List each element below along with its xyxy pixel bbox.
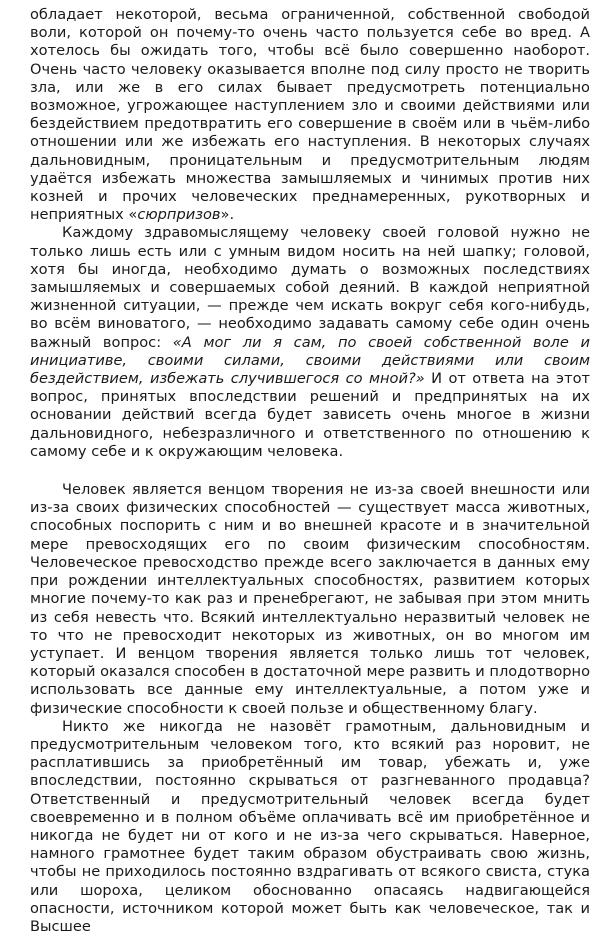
text-run: Никто же никогда не назовёт грамотным, дальновидным и предусмотрительным человеком того, кто всякий раз норовит, не расплатившись за приобретённый им товар, убежать и, уже впоследствии, постоянно скрываться от разгневанного продавца? Ответственный и предусмотрительный человек всегда будет своевременно и в полном объёме оплачивать всё им приобретённое и никогда не будет ни от кого и не из-за чего скрываться. Наверное, намного грамотнее будет таким образом обустраивать свою жизнь, чтобы не приходилось постоянно вздрагивать от всякого свиста, стука или шороха, целиком обоснованно опасаясь надвигающейся опасности, источником которой может быть как человеческое, так и Высшее	[30, 717, 590, 935]
paragraph	[30, 718, 590, 936]
text-run: Каждому здравомыслящему человеку своей головой нужно не только лишь есть или с умным видом носить на ней шапку; головой, хотя бы иногда, необходимо думать о возможных последствиях замышляемых и совершаемых собой деяний. В каждой неприятной жизненной ситуации, — прежде чем искать вокруг себя кого-нибудь, во всём виноватого, — необходимо задавать самому себе один очень важный вопрос:	[30, 224, 590, 351]
text-run-italic: «А мог ли я сам, по своей собственной воле и инициативе, своими силами, своими действиями или своим бездействием, избежать случившегося со мной?»	[30, 333, 590, 388]
text-run-italic: сюрпризов	[137, 206, 221, 224]
paragraph-continued	[30, 6, 590, 224]
text-run: И от ответа на этот вопрос, принятых впоследствии решений и предпринятых на их основании действий всегда будет зависеть очень многое в жизни дальновидного, небезразличного и ответственного по отношению к самому себе и к окружающим человека.	[30, 370, 590, 460]
text-run: ».	[220, 206, 235, 224]
paragraph	[30, 224, 590, 461]
paragraph	[30, 481, 590, 718]
text-run: Человек является венцом творения не из-за своей внешности или из-за своих физических способностей — существует масса животных, способных поспорить с ним и во внешней красоте и в значительной мере превосходящих его по своим физическим способностям. Человеческое превосходство прежде всего заключается в данных ему при рождении интеллектуальных способностях, развитием которых многие почему-то как раз и пренебрегают, не забывая при этом мнить из себя невесть что. Всякий интеллектуально неразвитый человек не то что не превосходит некоторых из животных, он во многом им уступает. И венцом творения является только лишь тот человек, который оказался способен в достаточной мере развить и плодотворно использовать все данные ему интеллектуальные, а потом уже и физические способности к своей пользе и общественному благу.	[30, 481, 590, 717]
text-run: обладает некоторой, весьма ограниченной, собственной свободой воли, которой он почему-то очень часто пользуется себе во вред. А хотелось бы ожидать того, чтобы всё было совершенно наоборот. Очень часто человеку оказывается вполне под силу просто не творить зла, или же в его силах бывает предусмотреть потенциально возможное, угрожающее наступлением зло и своими действиями или бездействием предотвратить его совершение в своём или в чьём-либо отношении или же избежать его наступления. В некоторых случаях дальновидным, проницательным и предусмотрительным людям удаётся избежать множества замышляемых и чинимых против них козней и прочих человеческих преднамеренных, рукотворных и неприятных «	[30, 6, 590, 224]
